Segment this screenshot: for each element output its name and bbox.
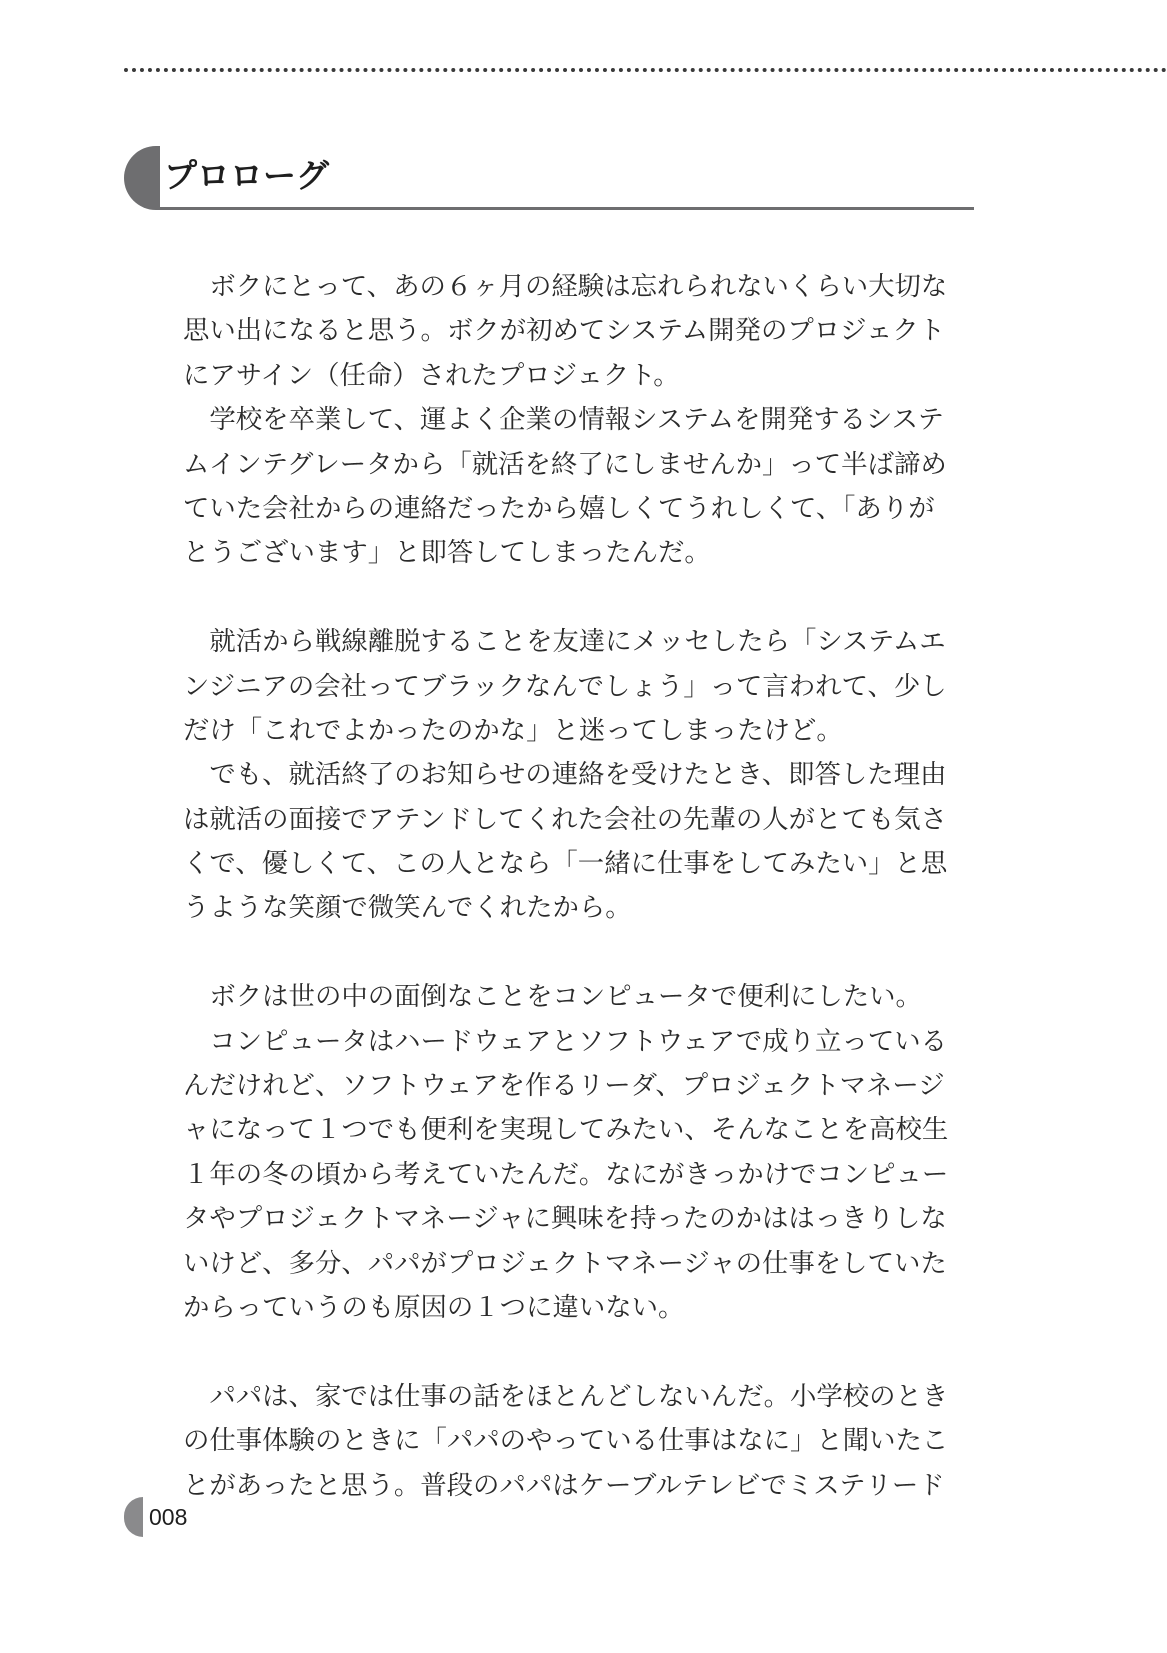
body-line: からっていうのも原因の１つに違いない。 [183, 1291, 685, 1323]
body-line: ボクにとって、あの６ヶ月の経験は忘れられないくらい大切な [183, 271, 948, 302]
body-line: 就活から戦線離脱することを友達にメッセしたら「システムエ [183, 626, 946, 658]
paragraph-gap [183, 1330, 975, 1374]
chapter-title: プロローグ [164, 156, 329, 195]
body-line: でも、就活終了のお知らせの連絡を受けたとき、即答した理由 [183, 759, 947, 791]
body-line: ャになって１つでも便利を実現してみたい、そんなことを高校生 [183, 1114, 949, 1146]
body-line: の仕事体験のときに「パパのやっている仕事はなに」と聞いたこ [183, 1425, 949, 1457]
page-tab-marker [124, 1497, 143, 1537]
body-line: とうございます」と即答してしまったんだ。 [183, 537, 711, 569]
body-line: 学校を卒業して、運よく企業の情報システムを開発するシステ [183, 404, 944, 436]
body-line: だけ「これでよかったのかな」と迷ってしまったけど。 [183, 714, 843, 746]
body-line: ムインテグレータから「就活を終了にしませんか」って半ば諦め [183, 448, 947, 480]
body-line: んだけれど、ソフトウェアを作るリーダ、プロジェクトマネージ [183, 1070, 945, 1102]
body-line: コンピュータはハードウェアとソフトウェアで成り立っている [183, 1025, 948, 1057]
body-line: くで、優しくて、この人となら「一緒に仕事をしてみたい」と思 [183, 848, 948, 880]
paragraph-gap [183, 931, 975, 975]
body-line: うような笑顔で微笑んでくれたから。 [183, 892, 632, 924]
body-line: にアサイン（任命）されたプロジェクト。 [183, 359, 680, 391]
paragraph-gap [183, 576, 975, 620]
body-text [183, 265, 975, 1508]
body-line: ボクは世の中の面倒なことをコンピュータで便利にしたい。 [183, 981, 922, 1013]
body-line: ンジニアの会社ってブラックなんでしょう」って言われて、少し [183, 670, 947, 702]
chapter-tab-marker [124, 146, 160, 210]
top-dotted-rule [124, 68, 1167, 72]
page-number: 008 [149, 1504, 188, 1530]
body-line: いけど、多分、パパがプロジェクトマネージャの仕事をしていた [183, 1247, 947, 1279]
chapter-header [124, 146, 974, 210]
body-line: １年の冬の頃から考えていたんだ。なにがきっかけでコンピュー [183, 1158, 949, 1190]
body-line: ていた会社からの連絡だったから嬉しくてうれしくて、「ありが [183, 492, 935, 524]
body-line: は就活の面接でアテンドしてくれた会社の先輩の人がとても気さ [183, 803, 948, 835]
body-line: とがあったと思う。普段のパパはケーブルテレビでミステリード [183, 1469, 945, 1501]
body-line: 思い出になると思う。ボクが初めてシステム開発のプロジェクト [183, 315, 946, 347]
body-line: タやプロジェクトマネージャに興味を持ったのかははっきりしな [183, 1203, 947, 1235]
body-line: パパは、家では仕事の話をほとんどしないんだ。小学校のとき [183, 1380, 949, 1412]
chapter-title-underline [160, 207, 974, 210]
